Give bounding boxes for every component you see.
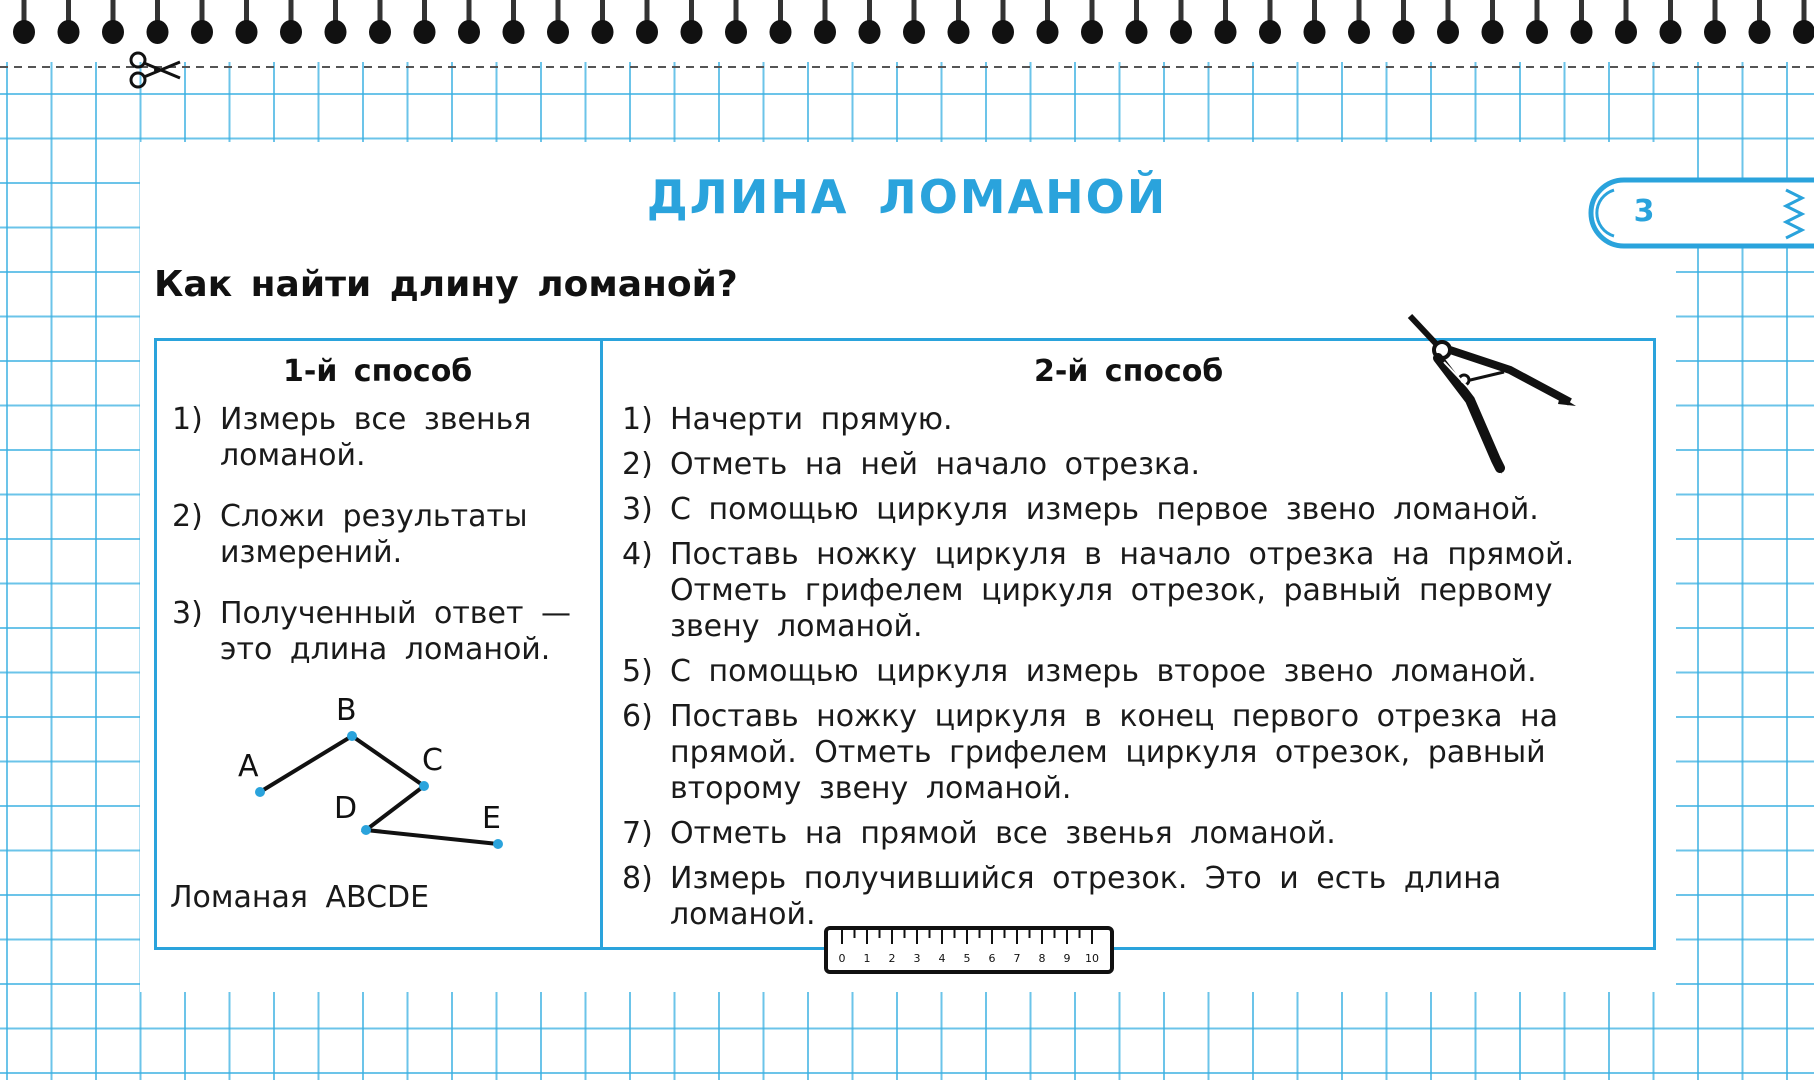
spiral-hole <box>414 20 436 44</box>
spiral-hole <box>1749 20 1771 44</box>
ruler-icon <box>824 926 1114 974</box>
ruler-label: 2 <box>888 952 896 965</box>
method1-heading: 1-й способ <box>283 354 473 389</box>
page-title: ДЛИНА ЛОМАНОЙ <box>646 170 1168 224</box>
spiral-hole <box>236 20 258 44</box>
step-number: 4) <box>622 537 653 572</box>
step-number: 3) <box>172 596 203 631</box>
spiral-hole <box>547 20 569 44</box>
step-number: 8) <box>622 861 653 896</box>
point-d <box>361 825 371 835</box>
step-text: Поставь ножку циркуля в конец первого отрезка на прямой. Отметь грифелем циркуля отрезок, равный второму звену ломаной. <box>670 699 1559 806</box>
spiral-binding <box>0 0 1814 62</box>
list-item <box>172 596 592 668</box>
spiral-hole <box>948 20 970 44</box>
spiral-hole <box>1437 20 1459 44</box>
polyline-abcde <box>260 736 498 844</box>
label-a: A <box>238 749 259 784</box>
spiral-hole <box>1170 20 1192 44</box>
ruler-label: 10 <box>1085 952 1099 965</box>
step-number: 5) <box>622 654 653 689</box>
step-number: 7) <box>622 816 653 851</box>
step-number: 6) <box>622 699 653 734</box>
spiral-hole <box>458 20 480 44</box>
step-number: 2) <box>172 499 203 534</box>
compass-icon <box>1400 310 1580 480</box>
figure-caption: Ломаная ABCDE <box>170 880 430 915</box>
spiral-hole <box>1348 20 1370 44</box>
spiral-hole <box>681 20 703 44</box>
ruler-label: 1 <box>863 952 871 965</box>
list-item <box>622 699 1622 807</box>
spiral-hole <box>191 20 213 44</box>
spiral-hole <box>325 20 347 44</box>
point-b <box>347 731 357 741</box>
label-b: B <box>336 693 357 728</box>
spiral-hole <box>1215 20 1237 44</box>
ruler-label: 8 <box>1038 952 1046 965</box>
step-text: Полученный ответ — это длина ломаной. <box>220 596 571 667</box>
spiral-hole <box>1660 20 1682 44</box>
column-divider <box>600 338 603 950</box>
spiral-hole <box>814 20 836 44</box>
step-text: Поставь ножку циркуля в начало отрезка на прямой. Отметь грифелем циркуля отрезок, равный первому звену ломаной. <box>670 537 1575 644</box>
scissors-icon <box>128 50 182 90</box>
list-item <box>172 499 592 571</box>
list-item <box>622 861 1622 933</box>
step-text: С помощью циркуля измерь первое звено ломаной. <box>670 492 1539 527</box>
step-text: Начерти прямую. <box>670 402 953 437</box>
spiral-hole <box>903 20 925 44</box>
spiral-hole <box>147 20 169 44</box>
spiral-hole <box>636 20 658 44</box>
spiral-hole <box>1526 20 1548 44</box>
point-c <box>419 781 429 791</box>
list-item <box>622 492 1622 528</box>
spiral-hole <box>770 20 792 44</box>
spiral-hole <box>1482 20 1504 44</box>
step-number: 3) <box>622 492 653 527</box>
spiral-hole <box>102 20 124 44</box>
method2-steps <box>622 402 1622 942</box>
point-a <box>255 787 265 797</box>
step-text: С помощью циркуля измерь второе звено ломаной. <box>670 654 1537 689</box>
spiral-hole <box>1615 20 1637 44</box>
step-text: Отметь на ней начало отрезка. <box>670 447 1201 482</box>
cut-line <box>0 66 1814 68</box>
list-item <box>622 654 1622 690</box>
step-text: Отметь на прямой все звенья ломаной. <box>670 816 1336 851</box>
question-heading: Как найти длину ломаной? <box>154 264 738 305</box>
spiral-hole <box>1259 20 1281 44</box>
list-item <box>622 816 1622 852</box>
spiral-hole <box>725 20 747 44</box>
label-d: D <box>334 791 358 826</box>
polyline-figure <box>230 686 530 866</box>
ruler-label: 7 <box>1013 952 1021 965</box>
spiral-hole <box>58 20 80 44</box>
paperclip-icon <box>1780 170 1814 260</box>
step-text: Измерь все звенья ломаной. <box>220 402 532 473</box>
spiral-hole <box>1037 20 1059 44</box>
ruler-label: 4 <box>938 952 946 965</box>
list-item <box>622 537 1622 645</box>
step-number: 1) <box>622 402 653 437</box>
label-e: E <box>482 801 501 836</box>
spiral-hole <box>503 20 525 44</box>
spiral-hole <box>859 20 881 44</box>
spiral-hole <box>1304 20 1326 44</box>
spiral-hole <box>1393 20 1415 44</box>
method1-steps <box>172 402 592 693</box>
step-number: 2) <box>622 447 653 482</box>
spiral-hole <box>1081 20 1103 44</box>
spiral-hole <box>1793 20 1814 44</box>
spiral-hole <box>1571 20 1593 44</box>
ruler-label: 0 <box>838 952 846 965</box>
spiral-hole <box>992 20 1014 44</box>
ruler-label: 5 <box>963 952 971 965</box>
page-number: 3 <box>1633 194 1655 229</box>
ruler-label: 9 <box>1063 952 1071 965</box>
method2-heading: 2-й способ <box>1034 354 1224 389</box>
list-item <box>172 402 592 474</box>
ruler-label: 3 <box>913 952 921 965</box>
spiral-hole <box>280 20 302 44</box>
spiral-hole <box>13 20 35 44</box>
spiral-hole <box>592 20 614 44</box>
label-c: C <box>422 743 443 778</box>
spiral-hole <box>1126 20 1148 44</box>
spiral-hole <box>1704 20 1726 44</box>
step-text: Измерь получившийся отрезок. Это и есть длина ломаной. <box>670 861 1502 932</box>
point-e <box>493 839 503 849</box>
step-text: Сложи результаты измерений. <box>220 499 528 570</box>
step-number: 1) <box>172 402 203 437</box>
spiral-hole <box>369 20 391 44</box>
ruler-label: 6 <box>988 952 996 965</box>
